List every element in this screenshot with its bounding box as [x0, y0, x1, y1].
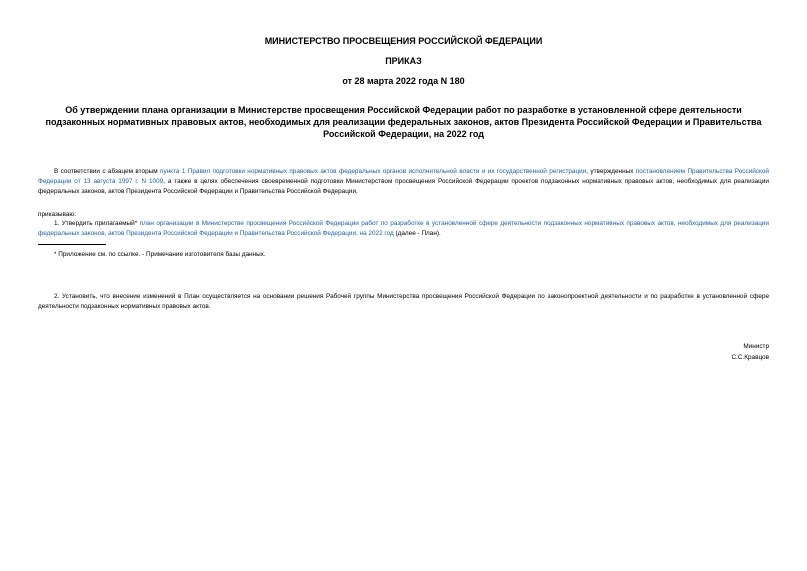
date-number: от 28 марта 2022 года N 180: [342, 76, 465, 86]
item-2-paragraph: 2. Установить, что внесение изменений в План осуществляется на основании решения Рабочей группы Министерства просвещения Российской Федерации по законопроектной деятельности и по разработке в установленной сфере деятельности подзаконных нормативных правовых актов.: [38, 293, 769, 310]
item-1-text-2: (далее - План).: [393, 230, 441, 237]
item-1-text-1: 1. Утвердить прилагаемый*: [54, 220, 140, 227]
plan-link[interactable]: план организации в Министерстве просвещения Российской Федерации работ по разработке в установленной сфере деятельности подзаконных нормативных правовых актов, необходимых для реализации федеральных законов, актов Президента Российской Федерации и Правительства Российской Федерации, на 2022 год: [38, 220, 769, 237]
footnote: * Приложение см. по ссылке. - Примечание изготовителя базы данных.: [54, 251, 266, 258]
preamble-paragraph: [38, 167, 769, 197]
footnote-divider: [38, 244, 106, 245]
preamble-text-2: , утвержденных: [586, 168, 636, 175]
preamble-text-3: , а также в целях обеспечения своевременной подготовки Министерством просвещения Российской Федерации проектов подзаконных нормативных правовых актов, необходимых для реализации федеральных законов, актов Президента Российской Федерации и Правительства Российской Федерации,: [38, 178, 769, 195]
document-page: [38, 0, 769, 571]
preamble-text-1: В соответствии с абзацем вторым: [54, 168, 160, 175]
resolution-link[interactable]: постановлением Правительства Российской Федерации от 13 августа 1997 г. N 1009: [38, 168, 769, 185]
ministry-title: МИНИСТЕРСТВО ПРОСВЕЩЕНИЯ РОССИЙСКОЙ ФЕДЕРАЦИИ: [264, 36, 543, 46]
item-1-paragraph: [38, 219, 769, 239]
signature-name: С.С.Кравцов: [731, 354, 769, 361]
rules-link[interactable]: пункта 1 Правил подготовки нормативных правовых актов федеральных органов исполнительной власти и их государственной регистрации: [160, 168, 587, 175]
document-subject: Об утверждении плана организации в Министерстве просвещения Российской Федерации работ по разработке в установленной сфере деятельности подзаконных нормативных правовых актов, необходимых для реализации федеральных законов, актов Президента Российской Федерации и Правительства Российской Федерации, на 2022 год: [45, 105, 762, 139]
order-word: приказываю:: [38, 211, 76, 218]
document-type: ПРИКАЗ: [385, 56, 422, 66]
signature-position: Министр: [743, 343, 769, 350]
